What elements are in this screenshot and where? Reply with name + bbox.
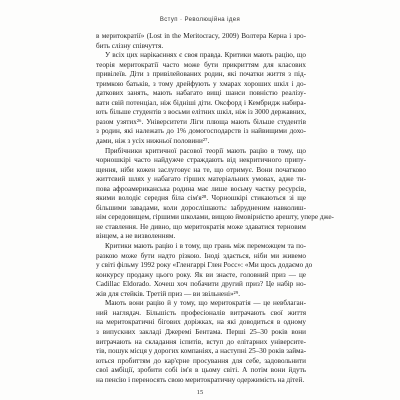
paragraph-3-line: життєвий шлях у набагато гірших матеріальних умовах, адже ти- xyxy=(96,175,306,184)
paragraph-2-line: тримкою батьків, з тому дрейфують у хмарах хороших шкіл і до- xyxy=(96,79,306,88)
paragraph-3-line: нім середовищем, гіршими школами, вищою ймовірністю арешту, упере дже- xyxy=(96,213,334,222)
paragraph-3-line: Прибічники критичної расової теорії мають рацію в тому, що xyxy=(105,146,306,155)
paragraph-3-line: щення, ніби кожен заслуговує на те, що отримує. Вони початково xyxy=(96,165,306,174)
paragraph-3-line: якими володіє середня біла сім'я²⁸. Чорношкірі стикаються зі ще xyxy=(96,194,306,203)
paragraph-3-line: чорношкірі часто найдужче страждають від некритичного припу- xyxy=(96,156,306,165)
paragraph-1-line: в меритократії» (Lost in the Meritocracy, 2009) Волтера Керна і зро- xyxy=(96,32,306,40)
paragraph-2-line: У всіх цих нарікаєннях є своя правда. Критики мають рацію, що xyxy=(105,51,306,60)
paragraph-4-line: Критики мають рацію і в тому, що грань між переможцем та по- xyxy=(105,242,306,251)
paragraph-2-line: теорія меритократії часто може бути прикриттям для класових xyxy=(96,60,306,69)
paragraph-2-line: дами, ніж з усіх нижньої половини²⁷. xyxy=(96,137,210,146)
paragraph-5-line: з випускних закладі Джеремі Бентама. Перші 25–30 років вони xyxy=(96,327,306,336)
paragraph-5-line: на пенсію і переносять свою меритократичну одержимість на дітей. xyxy=(96,375,305,384)
paragraph-2-line: ють більше студентів з восьми елітних шкіл, ніж із 3000 державних, xyxy=(96,108,306,117)
paragraph-2-line: вати свій потенціал, ніж бідніші діти. Оксфорд і Кембридж набира- xyxy=(96,98,306,107)
paragraph-2-line: даткових занять, мають набагато вищі шанси повністю реалізу- xyxy=(96,89,306,98)
paragraph-5-line: на меритократичні бігових доріжках, на які доводиться в одному xyxy=(96,318,306,327)
paragraph-5-line: Мають вони рацію й у тому, що меритократія — це невблаган- xyxy=(105,299,306,308)
paragraph-2-line: разом узятих²⁶. Університети Ліги плюща мають більше студентів xyxy=(96,117,306,126)
paragraph-3-line: вінцем, а не визволенням. xyxy=(96,232,176,241)
paragraph-4-line: разкою може бути надто різкою. Іноді здається, ніби ми живемо xyxy=(96,251,306,260)
paragraph-5-line: свої амбіції, зробити собі ім'я в цьому світі. А потім вони йдуть xyxy=(96,366,306,375)
body-text xyxy=(96,32,334,385)
paragraph-3-line: більшими завадами, коли дорослішають: забрудненим навколиш- xyxy=(96,203,306,212)
paragraph-1-line: бить слізну співчуття. xyxy=(96,41,164,50)
paragraph-4-line: жів для стейків. Третій приз — ви звільнені»²⁹. xyxy=(96,289,240,298)
paragraph-2-line: привілеїв. Діти з привілейованих родин, які початки життя з під- xyxy=(96,70,306,79)
running-head: Вступ · Революційна ідея xyxy=(159,17,241,23)
paragraph-5-line: тів, пошук місця у дорогих компаніях, а наступні 25–30 років займа- xyxy=(96,347,307,356)
paragraph-4-line: у світі фільму 1992 року «Гленгаррі Глен Росс»: «Ми щось додаємо до xyxy=(96,261,313,270)
paragraph-5-line: ються пробиттям до кар'єрне просування для себе, задовольнити xyxy=(96,356,306,365)
paragraph-3-line: пова афроамериканська родина має лише восьму частку ресурсів, xyxy=(96,184,306,193)
paragraph-4-line: конкурсу продажу цього року. Як ви знаєте, головний приз — це xyxy=(96,270,306,279)
paragraph-2-line: з родин, які належать до 1% домогосподарств із найвищими дохо- xyxy=(96,127,306,136)
paragraph-3-line: не ставлення. Не дивно, що меритократія може здаватися терновим xyxy=(96,222,306,231)
paragraph-5-line: витрачають на складання іспитів, вступ до елітарних університе- xyxy=(96,337,306,346)
paragraph-4-line: Cadillac Eldorado. Хочеш хоч побачити другий приз? Це набір но- xyxy=(96,280,306,289)
page-number: 15 xyxy=(196,389,204,396)
paragraph-5-line: ний наглядач. Більшість професіоналів витрачають свої життя xyxy=(96,308,306,317)
